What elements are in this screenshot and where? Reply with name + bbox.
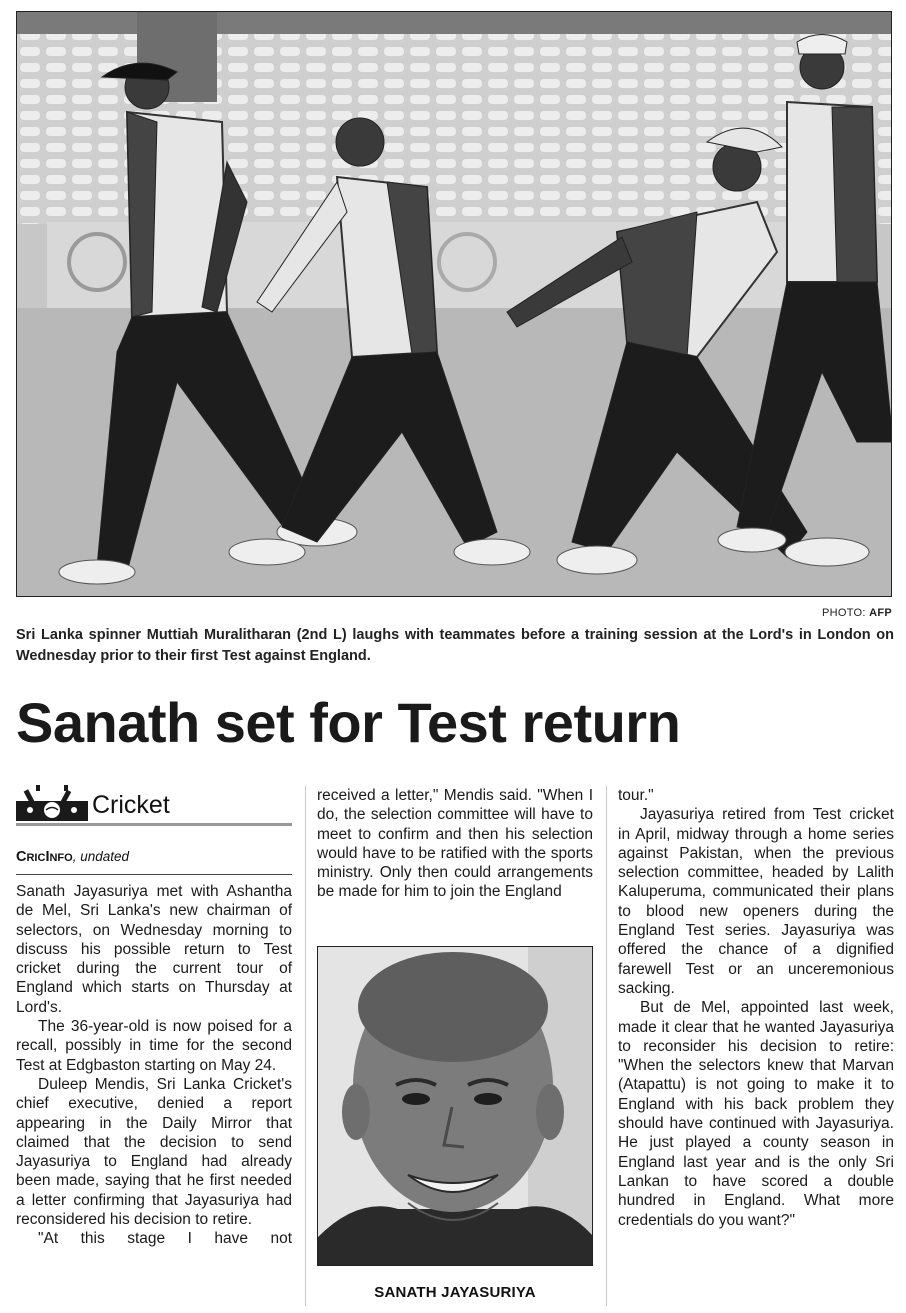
portrait-caption: SANATH JAYASURIYA <box>374 1284 536 1301</box>
column-divider <box>606 786 607 1306</box>
headline: Sanath set for Test return <box>16 691 681 754</box>
paragraph: tour." <box>618 787 654 804</box>
paragraph: The 36-year-old is now poised for a recall, possibly in time for the second Test at Edgbaston starting on May 24. <box>16 1018 292 1074</box>
article-column-3 <box>618 786 894 1230</box>
section-rule <box>16 823 292 826</box>
paragraph: But de Mel, appointed last week, made it clear that he wanted Jayasuriya to reconsider his decision to retire: "When the selectors knew that Marvan (Atapattu) is not going to make it to England with his back problem they should have continued with Jayasuriya. He just played a county season in England last year and is the only Sri Lankan to have scored a double hundred in England. What more credentials do you want?" <box>618 999 894 1229</box>
photo-caption: Sri Lanka spinner Muttiah Muralitharan (2nd L) laughs with teammates before a training session at the Lord's in London on Wednesday prior to their first Test against England. <box>16 627 894 664</box>
column-divider <box>305 786 306 1306</box>
paragraph: Jayasuriya retired from Test cricket in April, midway through a home series against Pakistan, when the previous selection committee, headed by Lalith Kaluperuma, communicated their plans to blood new openers during the England Test series. Jayasuriya was offered the chance of a dignified farewell Test or an unceremonious sacking. <box>618 806 894 997</box>
byline-dateline: , undated <box>72 849 130 864</box>
photo-credit: PHOTO: AFP <box>821 607 892 619</box>
paragraph: "At this stage I have not <box>38 1230 292 1248</box>
section-header <box>16 783 292 827</box>
byline <box>16 849 292 875</box>
main-photo <box>16 11 892 597</box>
byline-rule <box>16 874 292 875</box>
byline-source: CRICINFO <box>16 849 73 865</box>
portrait-photo <box>317 946 593 1266</box>
article-column-1 <box>16 882 292 1249</box>
cricket-bats-ball-icon <box>16 783 88 826</box>
paragraph: Sanath Jayasuriya met with Ashantha de Mel, Sri Lanka's new chairman of selectors, on Wednesday morning to discuss his possible return to Test cricket during the current tour of England which starts on Thursday at Lord's. <box>16 883 292 1016</box>
section-label: Cricket <box>92 791 170 819</box>
paragraph: Duleep Mendis, Sri Lanka Cricket's chief executive, denied a report appearing in the Daily Mirror that claimed that the decision to send Jayasuriya to England had already been made, saying that he first needed a letter confirming that Jayasuriya had reconsidered his decision to retire. <box>16 1075 292 1229</box>
article-column-2 <box>317 786 593 902</box>
paragraph: received a letter," Mendis said. "When I do, the selection committee will have to meet to confirm and then his selection would have to be ratified with the sports ministry. Only then could arrangements be made for him to join the England <box>317 787 593 901</box>
